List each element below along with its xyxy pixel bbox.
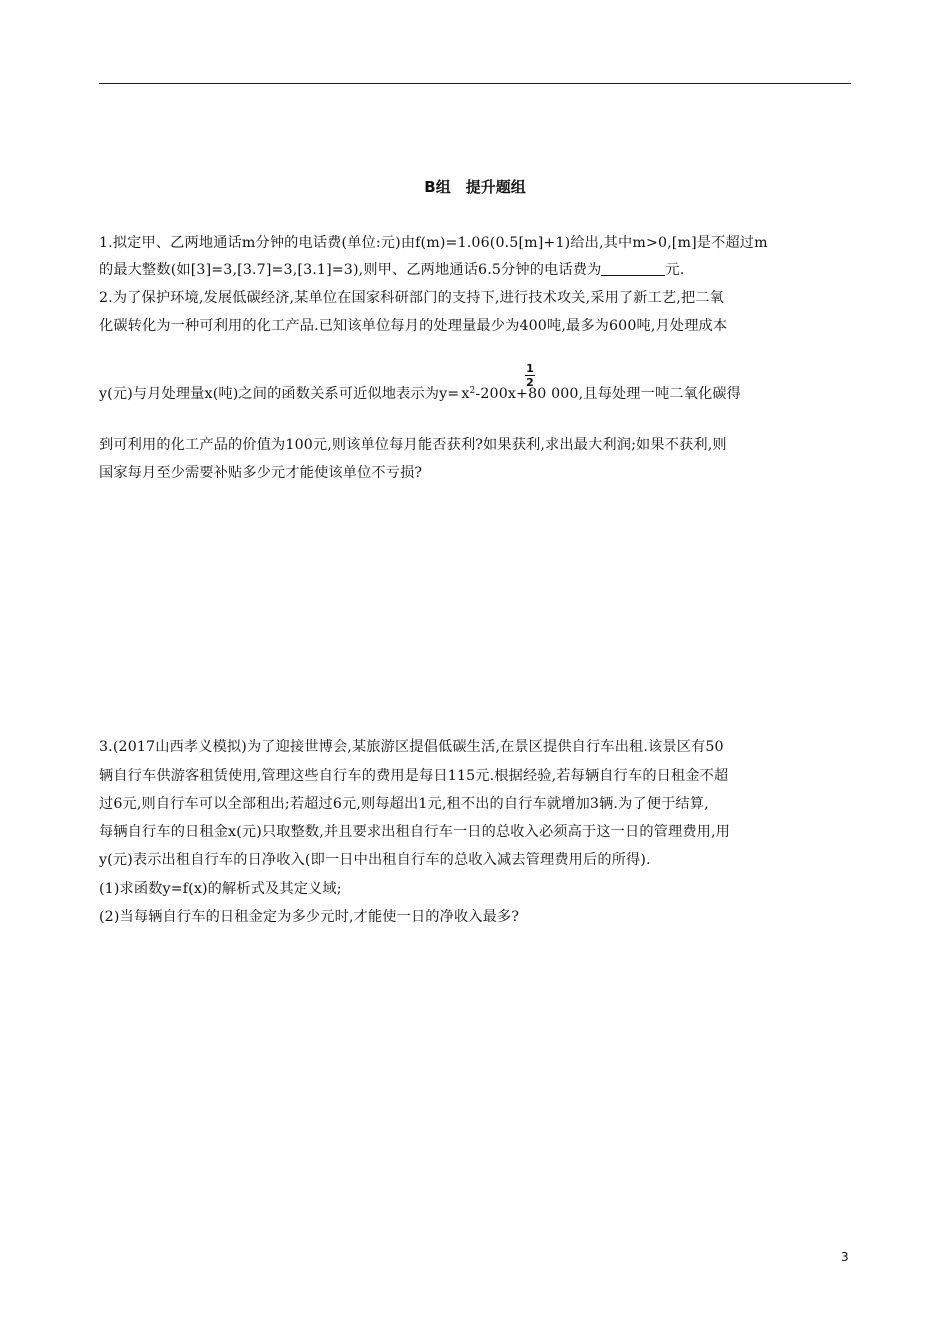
q2-line-4: 到可利用的化工产品的价值为100元,则该单位每月能否获利?如果获利,求出最大利润;如果不获利,则 bbox=[99, 437, 727, 453]
q3-line-2: 辆自行车供游客租赁使用,管理这些自行车的费用是每日115元.根据经验,若每辆自行车的日租金不超 bbox=[99, 768, 729, 784]
q1-line-2-unit: 元. bbox=[665, 262, 685, 278]
q3-part-1: (1)求函数y=f(x)的解析式及其定义域; bbox=[99, 881, 342, 897]
q2-line-2: 化碳转化为一种可利用的化工产品.已知该单位每月的处理量最少为400吨,最多为600吨,月处理成本 bbox=[99, 318, 728, 334]
q2-line-3-x: x bbox=[461, 386, 470, 402]
q2-line-3 bbox=[99, 384, 741, 404]
q3-line-3: 过6元,则自行车可以全部租出;若超过6元,则每超出1元,租不出的自行车就增加3辆.为了便于结算, bbox=[99, 796, 709, 812]
exponent: 2 bbox=[469, 386, 476, 396]
answer-blank bbox=[601, 261, 665, 276]
q3-part-2: (2)当每辆自行车的日租金定为多少元时,才能使一日的净收入最多? bbox=[99, 909, 520, 925]
fraction-numerator: 1 bbox=[526, 362, 534, 375]
q2-line-3-text-c: -200x+80 000,且每处理一吨二氧化碳得 bbox=[475, 386, 741, 402]
header-rule bbox=[99, 83, 851, 84]
q2-line-5: 国家每月至少需要补贴多少元才能使该单位不亏损? bbox=[99, 465, 423, 481]
q2-line-1: 2.为了保护环境,发展低碳经济,某单位在国家科研部门的支持下,进行技术攻关,采用了新工艺,把二氧 bbox=[99, 290, 724, 306]
q1-line-2-text: 的最大整数(如[3]=3,[3.7]=3,[3.1]=3),则甲、乙两地通话6.5分钟的电话费为 bbox=[99, 262, 602, 278]
q3-line-4: 每辆自行车的日租金x(元)只取整数,并且要求出租自行车一日的总收入必须高于这一日的管理费用,用 bbox=[99, 824, 731, 840]
q1-line-1: 1.拟定甲、乙两地通话m分钟的电话费(单位:元)由f(m)=1.06(0.5[m]+1)给出,其中m>0,[m]是不超过m bbox=[99, 235, 768, 251]
fraction-denominator: 2 bbox=[526, 376, 534, 389]
q2-line-3-text-a: y(元)与月处理量x(吨)之间的函数关系可近似地表示为y= bbox=[99, 386, 460, 402]
section-title: B组 提升题组 bbox=[424, 178, 526, 196]
q3-line-1: 3.(2017山西孝义模拟)为了迎接世博会,某旅游区提倡低碳生活,在景区提供自行车出租.该景区有50 bbox=[99, 739, 724, 755]
page-number: 3 bbox=[841, 1250, 849, 1264]
q1-line-2 bbox=[99, 260, 684, 280]
q3-line-5: y(元)表示出租自行车的日净收入(即一日中出租自行车的总收入减去管理费用后的所得). bbox=[99, 852, 651, 868]
